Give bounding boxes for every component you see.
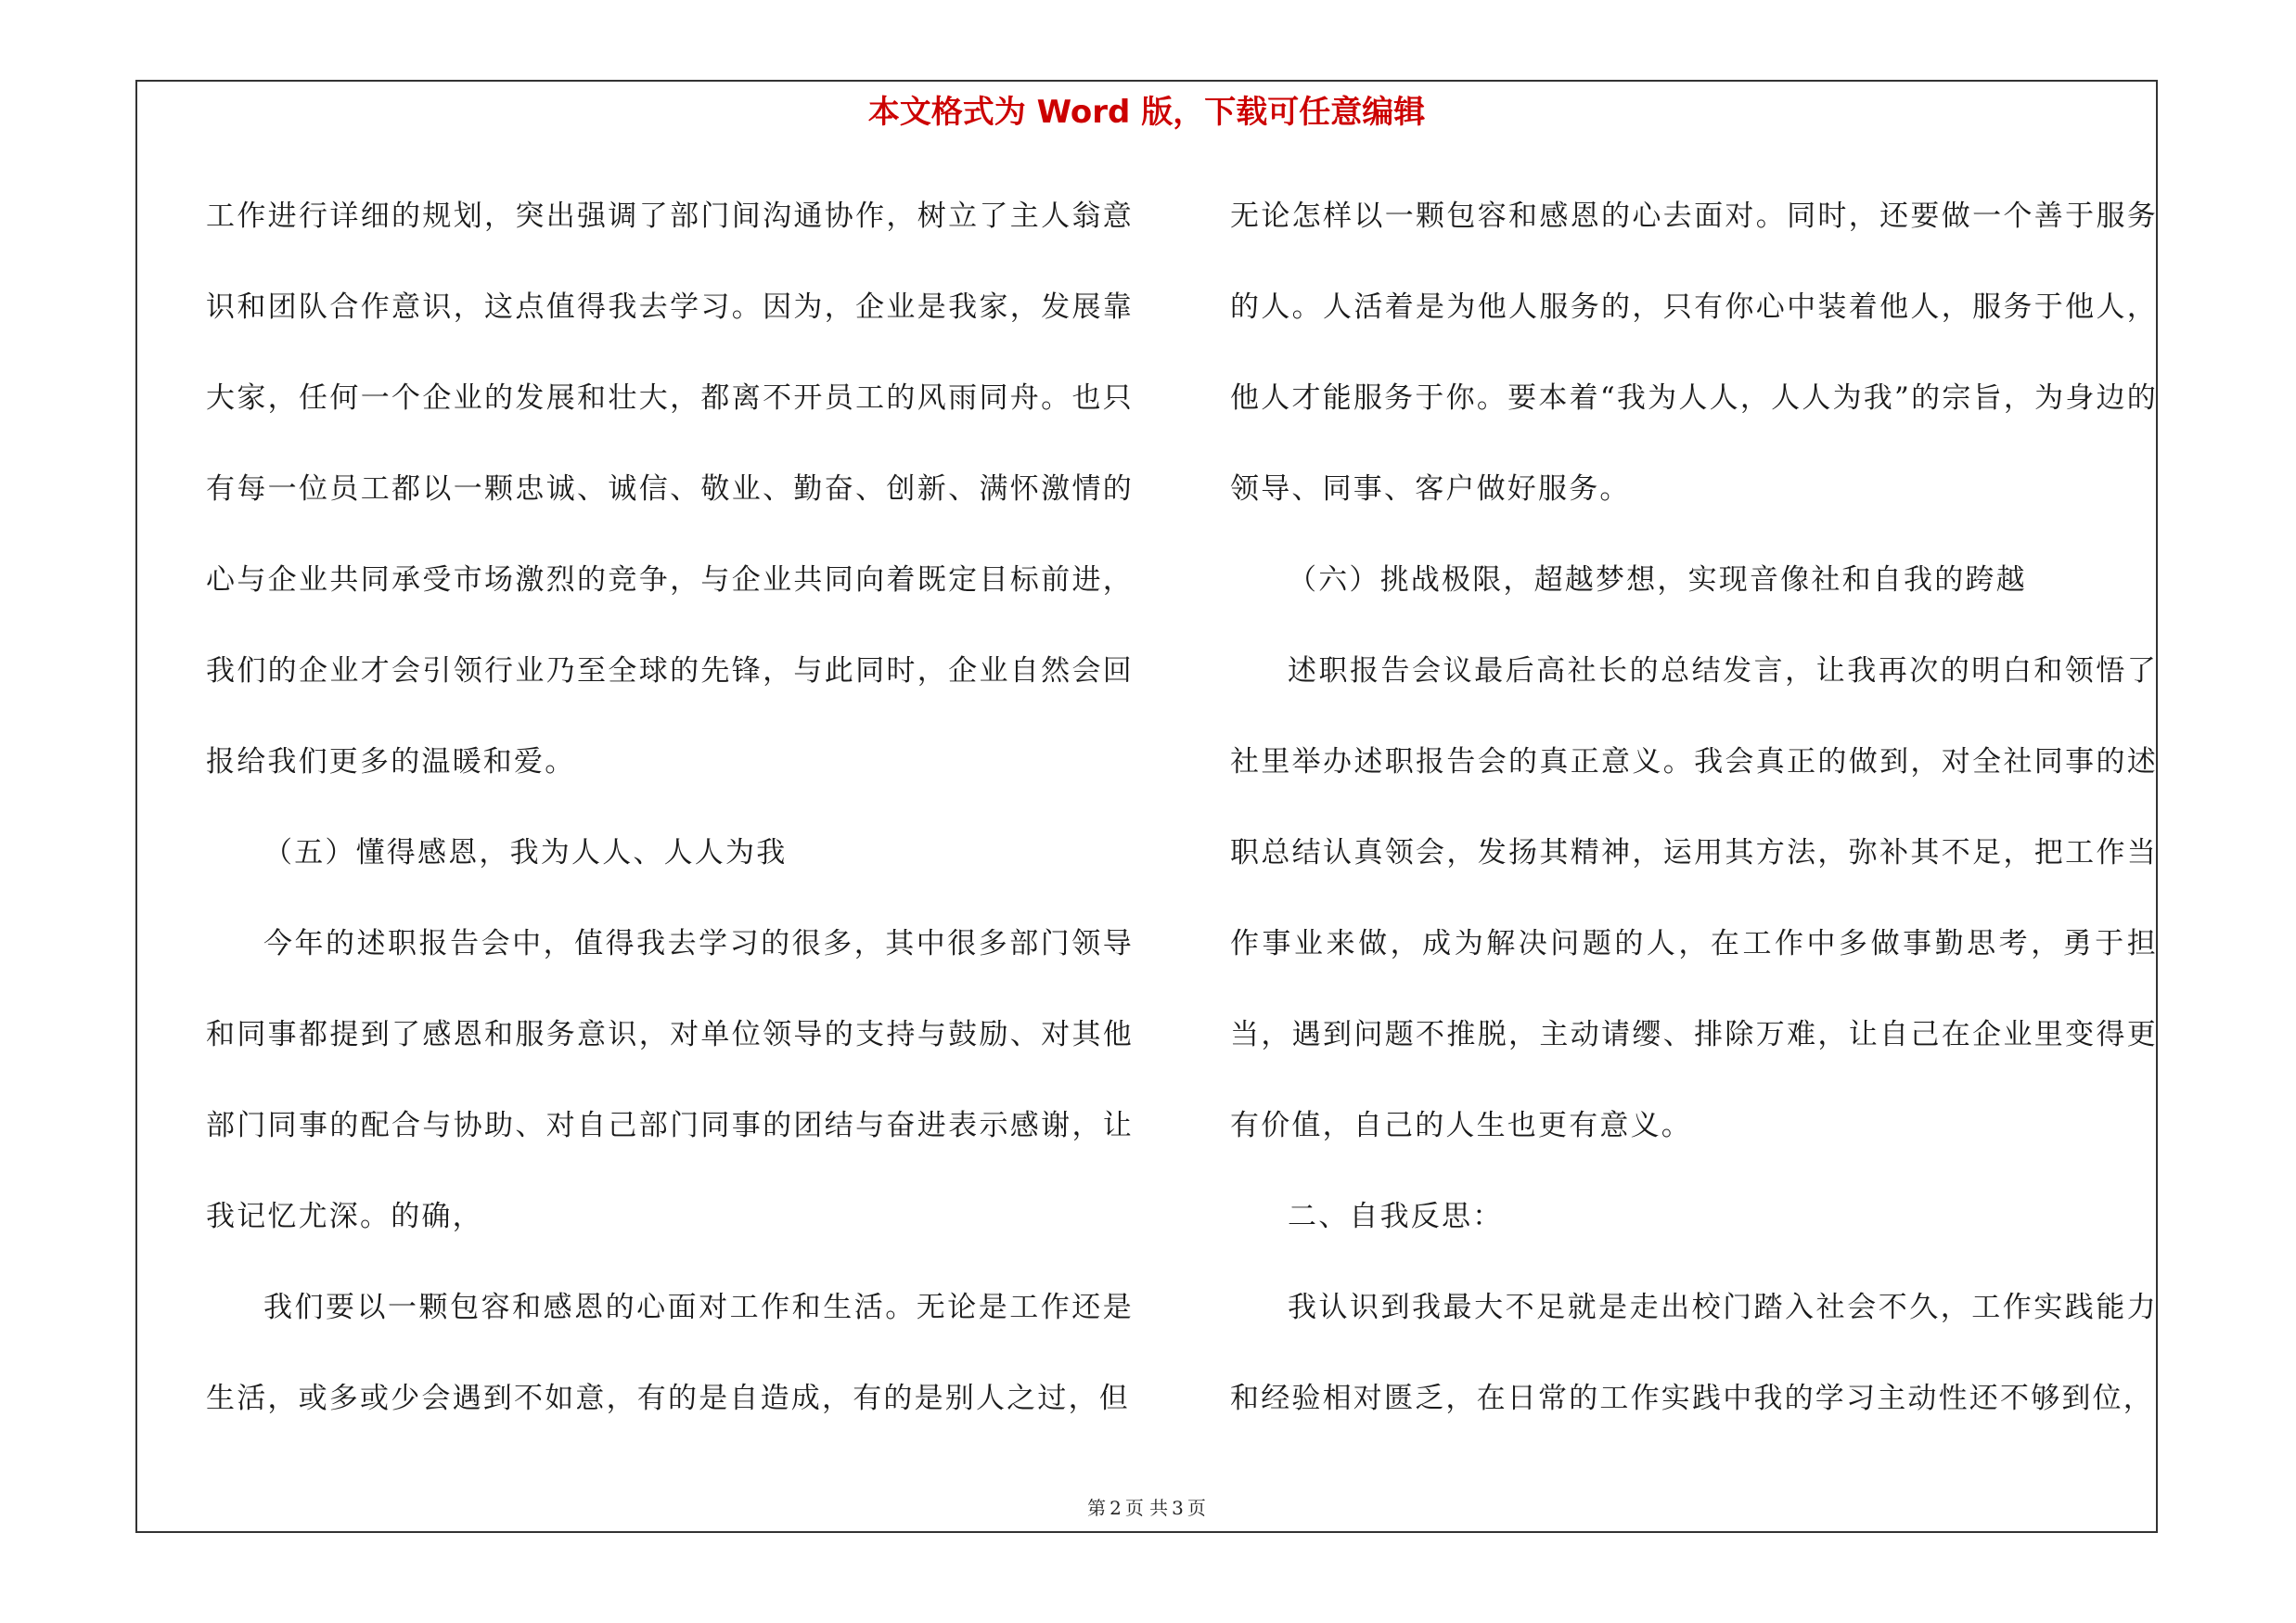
total-pages-number: 3 <box>1172 1497 1184 1519</box>
paragraph: 述职报告会议最后高社长的总结发言，让我再次的明白和领悟了社里举办述职报告会的真正意义。我会真正的做到，对全社同事的述职总结认真领会，发扬其精神，运用其方法，弥补其不足，把工作当作事业来做，成为解决问题的人，在工作中多做事勤思考，勇于担当，遇到问题不推脱，主动请缨、排除万难，让自己在企业里变得更有价值，自己的人生也更有意义。 <box>1230 654 2158 1142</box>
footer-middle: 页 共 <box>1124 1497 1169 1519</box>
section-heading-five: （五）懂得感恩，我为人人、人人为我 <box>263 836 788 869</box>
paragraph: 无论怎样以一颗包容和感恩的心去面对。同时，还要做一个善于服务的人。人活着是为他人服务的，只有你心中装着他人，服务于他人，他人才能服务于你。要本着“我为人人，人人为我”的宗旨，为身边的领导、同事、客户做好服务。 <box>1230 200 2158 506</box>
footer-prefix: 第 <box>1087 1497 1107 1519</box>
page-footer <box>137 1493 2156 1520</box>
current-page-number: 2 <box>1110 1497 1122 1519</box>
paragraph: 工作进行详细的规划，突出强调了部门间沟通协作，树立了主人翁意识和团队合作意识，这点值得我去学习。因为，企业是我家，发展靠大家，任何一个企业的发展和壮大，都离不开员工的风雨同舟。也只有每一位员工都以一颗忠诚、诚信、敬业、勤奋、创新、满怀激情的心与企业共同承受市场激烈的竞争，与企业共同向着既定目标前进，我们的企业才会引领行业乃至全球的先锋，与此同时，企业自然会回报给我们更多的温暖和爱。 <box>206 200 1134 779</box>
section-heading-self-reflection: 二、自我反思： <box>1288 1200 1504 1233</box>
paragraph: 今年的述职报告会中，值得我去学习的很多，其中很多部门领导和同事都提到了感恩和服务意识，对单位领导的支持与鼓励、对其他部门同事的配合与协助、对自己部门同事的团结与奋进表示感谢，让我记忆尤深。的确， <box>206 927 1134 1233</box>
page-frame <box>135 80 2158 1533</box>
right-column <box>1230 171 2158 1444</box>
section-heading-six: （六）挑战极限，超越梦想，实现音像社和自我的跨越 <box>1288 563 2027 597</box>
document-header-banner: 本文格式为 Word 版，下载可任意编辑 <box>867 94 1426 131</box>
footer-suffix: 页 <box>1186 1497 1206 1519</box>
paragraph: 我认识到我最大不足就是走出校门踏入社会不久，工作实践能力和经验相对匮乏，在日常的工作实践中我的学习主动性还不够到位， <box>1230 1291 2158 1415</box>
left-column <box>206 171 1134 1444</box>
paragraph: 我们要以一颗包容和感恩的心面对工作和生活。无论是工作还是生活，或多或少会遇到不如意，有的是自造成，有的是别人之过，但 <box>206 1291 1134 1415</box>
